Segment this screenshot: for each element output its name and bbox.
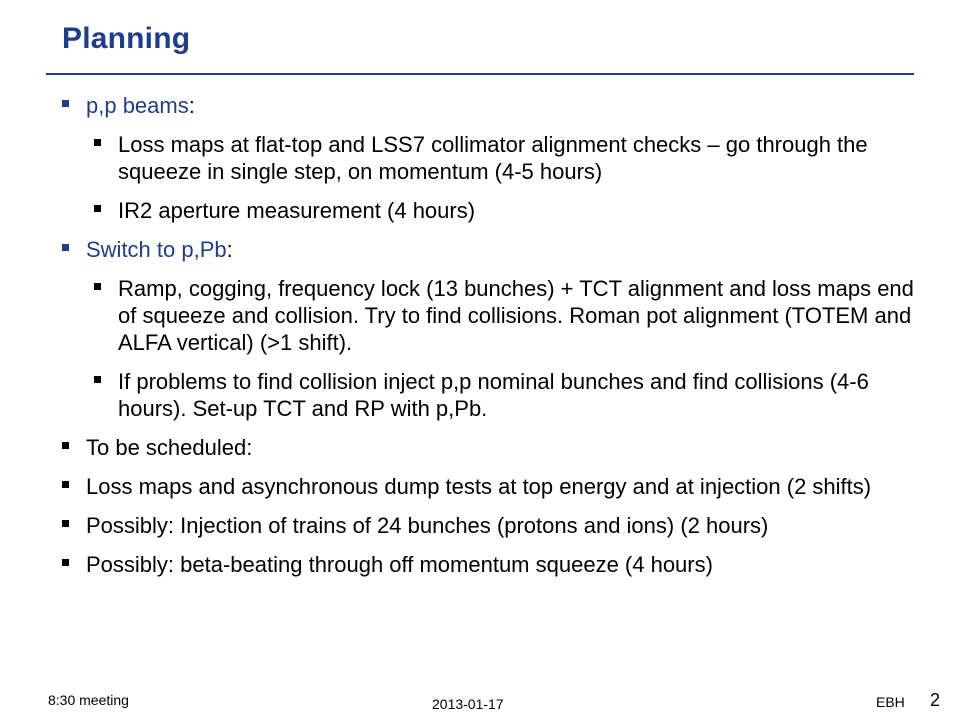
sub-bullet-text: IR2 aperture measurement (4 hours) xyxy=(118,198,476,223)
bullet-label: Switch to p,Pb xyxy=(86,237,227,262)
bullet-square-icon xyxy=(94,139,101,146)
slide-title: Planning xyxy=(62,22,191,55)
bullet-switch-to-ppb xyxy=(62,236,922,263)
bullet-square-icon xyxy=(62,442,69,449)
bullet-suffix: : xyxy=(188,93,195,118)
sub-bullet-ir2-aperture xyxy=(62,197,922,224)
page-number: 2 xyxy=(930,690,941,710)
footer-meeting: 8:30 meeting xyxy=(48,692,129,708)
bullet-text: To be scheduled: xyxy=(86,435,253,460)
bullet-text: Possibly: Injection of trains of 24 bunches (protons and ions) (2 hours) xyxy=(86,513,769,538)
footer-date: 2013-01-17 xyxy=(432,696,504,712)
sub-bullet-text: If problems to find collision inject p,p nominal bunches and find collisions (4-6 hours). Set-up TCT and RP with p,Pb. xyxy=(118,369,869,421)
bullet-text: Possibly: beta-beating through off momentum squeeze (4 hours) xyxy=(86,552,713,577)
bullet-square-icon xyxy=(94,283,101,290)
bullet-square-icon xyxy=(94,376,101,383)
bullet-suffix: : xyxy=(226,237,233,262)
sub-bullet-text: Loss maps at flat-top and LSS7 collimator alignment checks – go through the squeeze in single step, on momentum (4-5 hours) xyxy=(118,132,868,184)
sub-bullet-collision-problems xyxy=(62,368,922,422)
bullet-square-icon xyxy=(62,244,69,251)
sub-bullet-loss-maps-flat-top xyxy=(62,131,922,185)
bullet-square-icon xyxy=(62,559,69,566)
bullet-square-icon xyxy=(62,100,69,107)
bullet-to-be-scheduled xyxy=(62,434,922,461)
bullet-text: Loss maps and asynchronous dump tests at top energy and at injection (2 shifts) xyxy=(86,474,872,499)
bullet-pp-beams xyxy=(62,92,922,119)
footer-author: EBH xyxy=(876,694,905,710)
sub-bullet-text: Ramp, cogging, frequency lock (13 bunches) + TCT alignment and loss maps end of squeeze and collision. Try to find collisions. Roman pot alignment (TOTEM and ALFA vertical) (>1 shift). xyxy=(118,276,914,355)
bullet-square-icon xyxy=(62,520,69,527)
bullet-loss-maps-async-dump xyxy=(62,473,922,500)
bullet-beta-beating xyxy=(62,551,922,578)
bullet-list xyxy=(62,92,922,590)
bullet-injection-trains xyxy=(62,512,922,539)
sub-bullet-ramp-cogging xyxy=(62,275,922,356)
title-underline xyxy=(46,73,914,75)
bullet-square-icon xyxy=(62,481,69,488)
bullet-square-icon xyxy=(94,205,101,212)
bullet-label: p,p beams xyxy=(86,93,189,118)
